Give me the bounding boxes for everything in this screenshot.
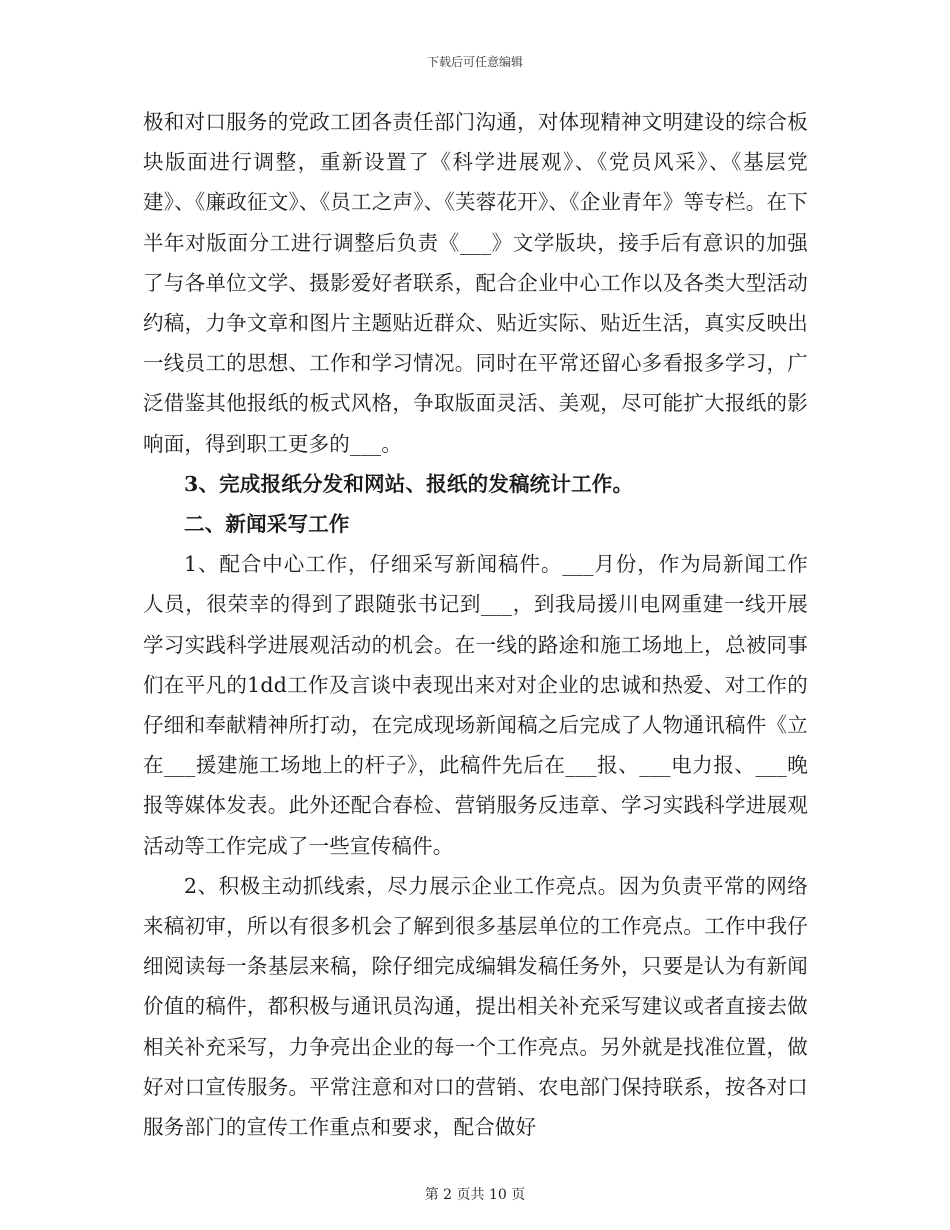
section-heading-news: 二、新闻采写工作: [184, 512, 350, 537]
document-body: [143, 102, 808, 1147]
item-heading-3: 3、完成报纸分发和网站、报纸的发稿统计工作。: [184, 471, 634, 496]
page-header: 下载后可任意编辑: [426, 55, 523, 69]
page-footer: 第 2 页共 10 页: [424, 1187, 526, 1203]
paragraph-continuation: 极和对口服务的党政工团各责任部门沟通，对体现精神文明建设的综合板块版面进行调整，重新设置了《科学进展观》、《党员风采》、《基层党建》、《廉政征文》、《员工之声》、《芙蓉花开》、《企业青年》等专栏。在下半年对版面分工进行调整后负责《___》文学版块，接手后有意识的加强了与各单位文学、摄影爱好者联系，配合企业中心工作以及各类大型活动约稿，力争文章和图片主题贴近群众、贴近实际、贴近生活，真实反映出一线员工的思想、工作和学习情况。同时在平常还留心多看报多学习，广泛借鉴其他报纸的板式风格，争取版面灵活、美观，尽可能扩大报纸的影响面，得到职工更多的___。: [143, 110, 808, 456]
paragraph-news-1: 1、配合中心工作，仔细采写新闻稿件。___月份，作为局新闻工作人员，很荣幸的得到了跟随张书记到___，到我局援川电网重建一线开展学习实践科学进展观活动的机会。在一线的路途和施工场地上，总被同事们在平凡的1dd工作及言谈中表现出来对对企业的忠诚和热爱、对工作的仔细和奉献精神所打动，在完成现场新闻稿之后完成了人物通讯稿件《立在___援建施工场地上的杆子》，此稿件先后在___报、___电力报、___晚报等媒体发表。此外还配合春检、营销服务反违章、学习实践科学进展观活动等工作完成了一些宣传稿件。: [143, 552, 808, 858]
paragraph-news-2: 2、积极主动抓线索，尽力展示企业工作亮点。因为负责平常的网络来稿初审，所以有很多机会了解到很多基层单位的工作亮点。工作中我仔细阅读每一条基层来稿，除仔细完成编辑发稿任务外，只要是认为有新闻价值的稿件，都积极与通讯员沟通，提出相关补充采写建议或者直接去做相关补充采写，力争亮出企业的每一个工作亮点。另外就是找准位置，做好对口宣传服务。平常注意和对口的营销、农电部门保持联系，按各对口服务部门的宣传工作重点和要求，配合做好: [143, 873, 808, 1140]
